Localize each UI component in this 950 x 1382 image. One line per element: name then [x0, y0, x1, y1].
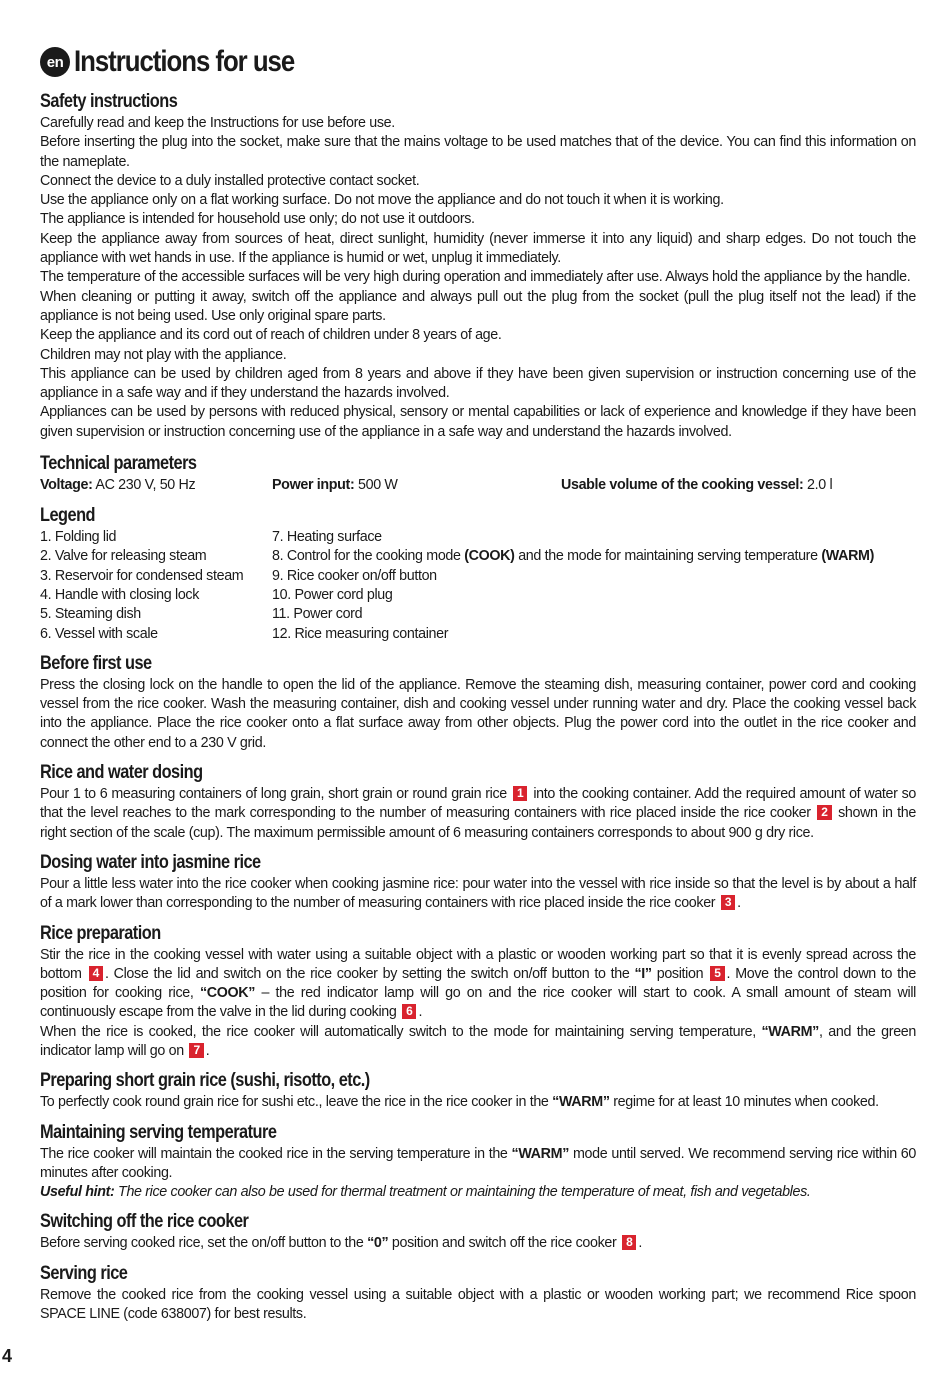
text-run: . Move the control down to the position for cooking rice, — [40, 965, 916, 1002]
switching-off-text — [40, 1234, 916, 1253]
safety-paragraph: Before inserting the plug into the socket, make sure that the mains voltage to be used matches that of the device. You can find this information on the nameplate. — [40, 134, 916, 170]
short-grain-heading: Preparing short grain rice (sushi, risotto, etc.) — [40, 1070, 370, 1092]
technical-heading: Technical parameters — [40, 453, 197, 475]
legend-item: 9. Rice cooker on/off button — [272, 567, 437, 584]
text-run: Stir the rice in the cooking vessel with water using a suitable object with a plastic or wooden working part so that it is evenly spread across the bottom — [40, 946, 916, 982]
legend-item: 1. Folding lid — [40, 529, 117, 546]
page-title: Instructions for use — [74, 45, 295, 78]
safety-paragraph: Connect the device to a duly installed protective contact socket. — [40, 172, 420, 189]
legend-item: 11. Power cord — [272, 606, 363, 623]
figure-ref-badge: 8 — [622, 1235, 636, 1250]
safety-paragraph: Keep the appliance and its cord out of reach of children under 8 years of age. — [40, 327, 502, 344]
figure-ref-badge: 6 — [402, 1004, 416, 1019]
text-run: position — [651, 965, 709, 982]
switch-position-label: “I” — [634, 965, 652, 982]
safety-paragraph: Keep the appliance away from sources of heat, direct sunlight, humidity (never immerse it into any liquid) and sharp edges. Do not touch the appliance with wet hands in use. If the appliance is humid or wet, unplug it immediately. — [40, 230, 916, 267]
rice-preparation-text — [40, 946, 916, 1023]
legend-item: 4. Handle with closing lock — [40, 586, 200, 603]
text-run: shown in the right section of the scale (cup). The maximum permissible amount of 6 measuring containers corresponds to about 900 g dry rice. — [40, 805, 916, 841]
text-run: . — [418, 1004, 423, 1021]
technical-section — [40, 452, 916, 496]
legend-item8-cook: (COOK) — [464, 548, 515, 565]
safety-heading: Safety instructions — [40, 91, 178, 112]
figure-ref-badge: 3 — [721, 895, 735, 910]
volume-spec — [561, 476, 832, 495]
legend-item: 7. Heating surface — [272, 529, 382, 546]
text-run: regime for at least 10 minutes when cooked. — [609, 1094, 879, 1111]
rice-preparation-section — [40, 922, 916, 1062]
before-first-use-text: Press the closing lock on the handle to open the lid of the appliance. Remove the steaming dish, measuring container, power cord and cooking vessel from the rice cooker. Wash the measuring container, dish and cooking vessel under running water and dry. Place the cooking vessel back into the appliance. Place the rice cooker onto a flat surface away from other objects. Plug the power cord into the outlet in the rice cooker and connect the other end to a 230 V grid. — [40, 676, 916, 751]
safety-paragraph: Use the appliance only on a flat working surface. Do not move the appliance and do not touch it when it is working. — [40, 192, 724, 209]
text-run: Pour a little less water into the rice cooker when cooking jasmine rice: pour water into the vessel with rice inside so that the level is by about a half of a mark lower than corresponding to the number of measuring containers with rice placed inside the rice cooker — [40, 875, 916, 912]
rice-water-dosing-heading: Rice and water dosing — [40, 762, 203, 784]
safety-paragraph: Children may not play with the appliance. — [40, 346, 287, 363]
safety-paragraph: Carefully read and keep the Instructions for use before use. — [40, 115, 395, 131]
manual-page — [40, 40, 916, 1324]
mode-label: “COOK” — [199, 985, 256, 1002]
legend-column-right — [272, 528, 916, 644]
legend-item — [272, 547, 916, 566]
text-run: . — [737, 895, 741, 912]
text-run: Before serving cooked rice, set the on/off button to the — [40, 1235, 368, 1252]
rice-preparation-text-2 — [40, 1023, 916, 1062]
page-number: 4 — [2, 1346, 13, 1366]
switching-off-heading: Switching off the rice cooker — [40, 1211, 249, 1233]
voltage-label: Voltage: — [40, 477, 93, 494]
rice-preparation-heading: Rice preparation — [40, 922, 161, 944]
text-run: The rice cooker will maintain the cooked rice in the serving temperature in the — [40, 1145, 512, 1162]
text-run: . — [205, 1042, 210, 1059]
language-badge-icon: en — [40, 47, 70, 77]
safety-paragraph: This appliance can be used by children aged from 8 years and above if they have been given supervision or instruction concerning use of the appliance in a safe way and if they understand the hazards involved. — [40, 365, 916, 402]
serving-heading: Serving rice — [40, 1262, 128, 1284]
figure-ref-badge: 4 — [89, 966, 103, 981]
figure-ref-badge: 1 — [513, 786, 527, 801]
technical-row — [40, 476, 916, 496]
rice-water-dosing-section — [40, 761, 916, 843]
text-run: mode until served. We recommend serving rice within 60 minutes after cooking. — [40, 1145, 916, 1181]
legend-item: 6. Vessel with scale — [40, 625, 158, 642]
mode-label: “WARM” — [511, 1145, 569, 1162]
legend-list — [40, 528, 916, 644]
safety-section — [40, 90, 916, 442]
legend-item8-text2: and the mode for maintaining serving temperature — [514, 548, 822, 565]
mode-label: “WARM” — [552, 1094, 610, 1111]
volume-label: Usable volume of the cooking vessel: — [561, 477, 804, 494]
text-run: Pour 1 to 6 measuring containers of long grain, short grain or round grain rice — [40, 786, 511, 803]
rice-water-dosing-text — [40, 785, 916, 843]
useful-hint-text: The rice cooker can also be used for thermal treatment or maintaining the temperature of meat, fish and vegetables. — [114, 1184, 811, 1201]
maintaining-section — [40, 1121, 916, 1203]
useful-hint-label: Useful hint: — [40, 1184, 115, 1201]
legend-item: 10. Power cord plug — [272, 586, 393, 603]
legend-item: 5. Steaming dish — [40, 606, 141, 623]
text-run: To perfectly cook round grain rice for sushi etc., leave the rice in the rice cooker in the — [40, 1094, 553, 1111]
title-row — [40, 40, 916, 84]
text-run: . — [638, 1235, 643, 1252]
legend-item: 3. Reservoir for condensed steam — [40, 567, 244, 584]
legend-item8-text: 8. Control for the cooking mode — [272, 548, 465, 565]
jasmine-section — [40, 851, 916, 914]
power-spec — [272, 476, 561, 495]
power-label: Power input: — [272, 477, 355, 494]
switch-position-label: “0” — [367, 1235, 389, 1252]
legend-heading: Legend — [40, 505, 96, 527]
text-run: – the red indicator lamp will go on and the rice cooker will start to cook. A small amount of steam will continuously escape from the valve in the lid during cooking — [40, 985, 916, 1021]
maintaining-text — [40, 1145, 916, 1184]
safety-paragraph: Appliances can be used by persons with reduced physical, sensory or mental capabilities or lack of experience and knowledge if they have been given supervision or instruction concerning use of the appliance in a safe way and understand the hazards involved. — [40, 404, 916, 440]
safety-paragraph: When cleaning or putting it away, switch off the appliance and always pull out the plug from the socket (pull the plug itself not the lead) if the appliance is not being used. Use only original spare parts. — [40, 288, 916, 324]
figure-ref-badge: 5 — [710, 966, 724, 981]
voltage-spec — [40, 476, 272, 495]
legend-section — [40, 504, 916, 644]
safety-paragraph: The temperature of the accessible surfaces will be very high during operation and immediately after use. Always hold the appliance by the handle. — [40, 269, 911, 286]
short-grain-text — [40, 1093, 916, 1112]
voltage-value: AC 230 V, 50 Hz — [92, 477, 196, 494]
volume-value: 2.0 l — [803, 477, 833, 494]
figure-ref-badge: 7 — [189, 1043, 203, 1058]
before-first-use-heading: Before first use — [40, 652, 152, 674]
serving-section — [40, 1262, 916, 1325]
text-run: . Close the lid and switch on the rice cooker by setting the switch on/off button to the — [104, 965, 635, 982]
legend-item8-warm: (WARM) — [821, 548, 875, 565]
legend-item: 2. Valve for releasing steam — [40, 548, 207, 565]
switching-off-section — [40, 1210, 916, 1253]
serving-text: Remove the cooked rice from the cooking vessel using a suitable object with a plastic or wooden working part; we recommend Rice spoon SPACE LINE (code 638007) for best results. — [40, 1286, 916, 1323]
text-run: position and switch off the rice cooker — [388, 1235, 621, 1252]
before-first-use-section — [40, 652, 916, 753]
jasmine-text — [40, 875, 916, 914]
text-run: , and the green indicator lamp will go on — [40, 1023, 917, 1059]
short-grain-section — [40, 1069, 916, 1112]
legend-item: 12. Rice measuring container — [272, 625, 449, 642]
maintaining-heading: Maintaining serving temperature — [40, 1121, 277, 1143]
safety-body — [40, 114, 916, 442]
figure-ref-badge: 2 — [817, 805, 831, 820]
jasmine-heading: Dosing water into jasmine rice — [40, 851, 261, 873]
useful-hint — [40, 1183, 916, 1202]
text-run: When the rice is cooked, the rice cooker will automatically switch to the mode for maintaining serving temperature, — [40, 1023, 762, 1040]
power-value: 500 W — [354, 477, 398, 494]
legend-column-left — [40, 528, 272, 644]
safety-paragraph: The appliance is intended for household use only; do not use it outdoors. — [40, 211, 475, 228]
text-run: into the cooking container. Add the required amount of water so that the level reaches to the mark corresponding to the number of measuring containers with rice placed inside the rice cooker — [40, 786, 916, 822]
mode-label: “WARM” — [761, 1023, 819, 1040]
